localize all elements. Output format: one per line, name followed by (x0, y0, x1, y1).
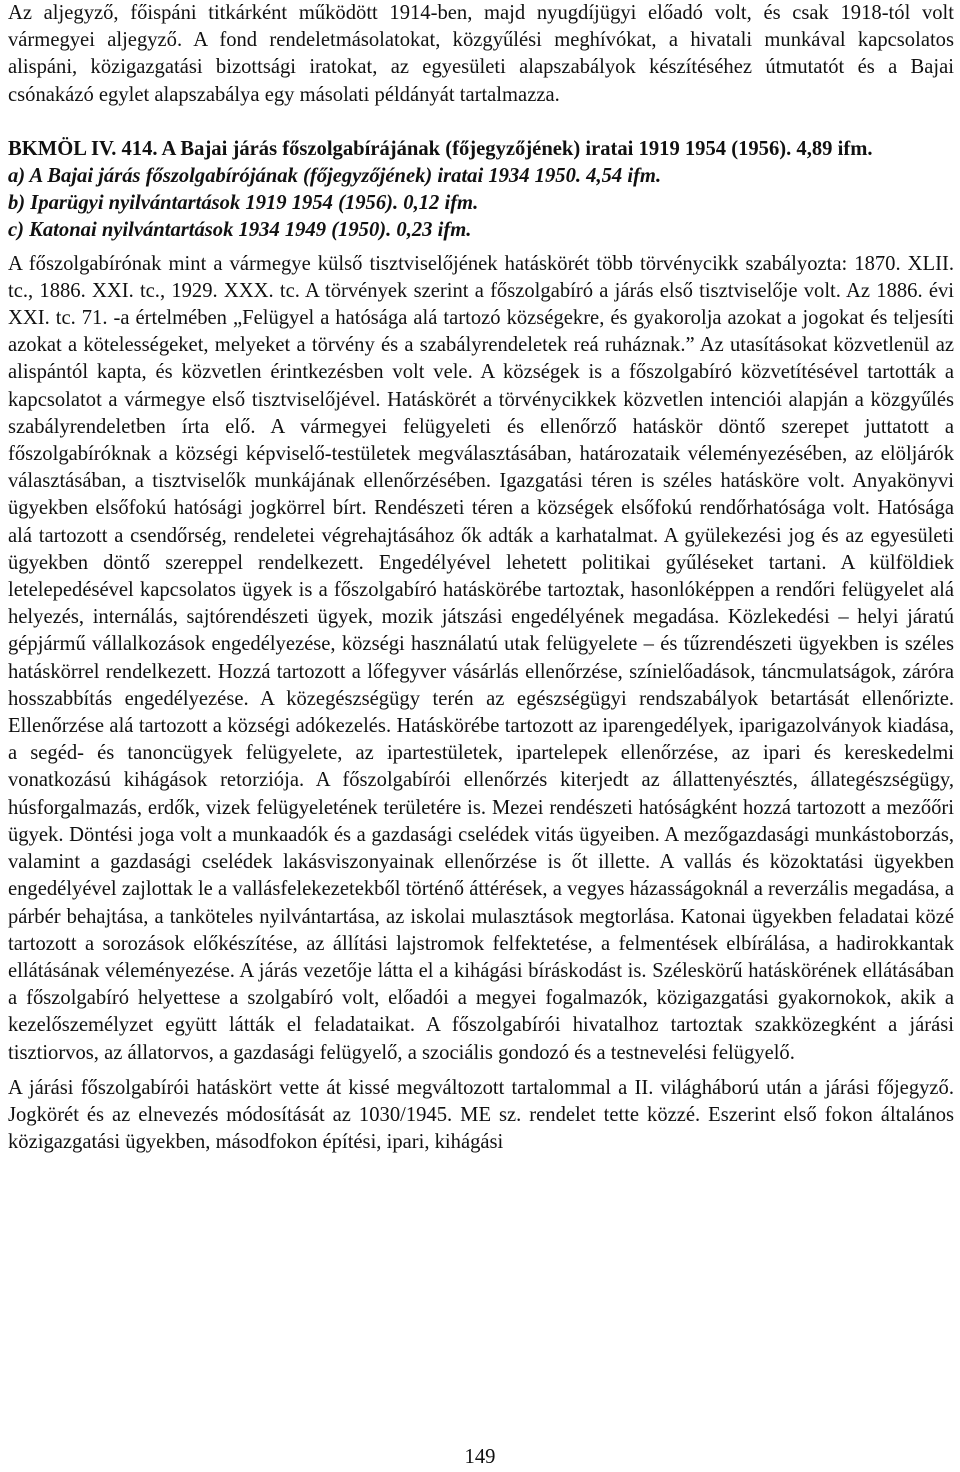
body-paragraph-2: A járási főszolgabírói hatáskört vette át kissé megváltozott tartalommal a II. világháború után a járási főjegyző. Jogkörét és az elnevezés módosítását az 1030/1945. ME sz. rendelet tette közzé. Eszerint első fokon általános közigazgatási ügyekben, másodfokon építési, ipari, kihágási (8, 1076, 954, 1154)
body-paragraph-1: A főszolgabírónak mint a vármegye külső tisztviselőjének hatáskörét több törvénycikk szabályozta: 1870. XLII. tc., 1886. XXI. tc., 1929. XXX. tc. A törvények szerint a főszolgabíró a járás első tisztviselője volt. Az 1886. évi XXI. tc. 71. -a értelmében „Felügyel a hatósága alá tartozó községekre, és gyakorolja azokat a jogokat és teljesíti azokat a kötelességeket, melyeket a törvény és a szabályrendeletek reá ruháznak.” Az utasításokat közvetlenül az alispántól kapta, és közvetlen érintkezésben volt vele. A községek is a főszolgabíró közvetítésével tartották a kapcsolatot a vármegye első tisztviselőjével. Hatáskörét a törvénycikkek közvetlen intenciói alapján a közgyűlés szabályrendeletben írta elő. A vármegyei felügyeleti és ellenőrző hatáskör döntő szerepet juttatott a főszolgabíróknak a községi képviselő-testületek megválasztásában, határozataik véleményezésében, az elöljárók választásában, a tisztviselők munkájának ellenőrzésében. Igazgatási téren is széles hatásköre volt. Anyakönyvi ügyekben elsőfokú hatósági jogkörrel bírt. Rendészeti téren a községek elsőfokú rendőrhatósága volt. Hatósága alá tartozott a csendőrség, rendeletei végrehajtásához ők adták a karhatalmat. A gyülekezési jog és az egyesületi ügyekben döntő szereppel rendelkezett. Engedélyével lehetett politikai gyűléseket tartani. A külföldiek letelepedésével kapcsolatos ügyek is a főszolgabíró hatáskörébe tartoztak, hasonlóképpen a rendőri felügyelet alá helyezés, internálás, sajtórendészeti ügyek, mozik játszási engedélyének megadása. Közlekedési – helyi járatú gépjármű vállalkozások engedélyezése, községi használatú utak felügyelete – és tűzrendészeti ügyekben is széles hatáskörrel rendelkezett. Hozzá tartozott a lőfegyver vásárlás ellenőrzése, színielőadások, táncmulatságok, záróra hosszabbítás engedélyezése. A közegészségügy terén az egészségügyi rendszabályok betartását ellenőrizte. Ellenőrzése alá tartozott a községi adókezelés. Hatáskörébe tartozott az iparengedélyek, iparigazolványok kiadása, a segéd- és tanoncügyek felügyelete, az ipartestületek, ipartelepek ellenőrzése, az ipari és kereskedelmi vonatkozású kihágások retorziója. A főszolgabírói ellenőrzés kiterjedt az állattenyésztés, állategészségügy, húsforgalmazás, erdők, vizek felügyeletének területére is. Mezei rendészeti hatóságként hozzá tartozott a mezőőri ügyek. Döntési joga volt a munkaadók és a gazdasági cselédek vitás ügyeiben. A mezőgazdasági munkástoborzás, valamint a gazdasági cselédek lakásviszonyainak ellenőrzése is őt illette. A vallás és közoktatási ügyekben engedélyével zajlottak le a vallásfelekezetekből történő áttérések, a vegyes házasságoknál a reverzális megadása, a párbér behajtása, a tanköteles nyilvántartása, az iskolai mulasztások megtorlása. Katonai ügyekben feladatai közé tartozott a sorozások előkészítése, az állítási lajstromok felfektetése, a felmentések elbírálása, a hadirokkantak ellátásának véleményezése. A járás vezetője látta el a kihágási bíráskodást is. Széleskörű hatáskörének ellátásában a főszolgabíró helyettese a szolgabíró volt, előadói a megyei fogalmazók, közigazgatási gyakornokok, akik a kezelőszemélyzet együtt látták el feladataikat. A főszolgabírói hivatalhoz tartoztak szakközegként a járási tisztiorvos, az állatorvos, a gazdasági felügyelő, a szociális gondozó és a testnevelési felügyelő. (8, 252, 954, 1064)
document-page (8, 0, 954, 1156)
subfond-b: b) Iparügyi nyilvántartások 1919 1954 (1956). 0,12 ifm. (8, 192, 479, 215)
subfond-c: c) Katonai nyilvántartások 1934 1949 (1950). 0,23 ifm. (8, 219, 472, 242)
page-number: 149 (464, 1446, 496, 1468)
subfond-a: a) A Bajai járás főszolgabírójának (főjegyzőjének) iratai 1934 1950. 4,54 ifm. (8, 165, 662, 188)
fond-heading: BKMÖL IV. 414. A Bajai járás főszolgabírájának (főjegyzőjének) iratai 1919 1954 (1956). 4,89 ifm. (8, 137, 873, 160)
intro-paragraph: Az aljegyző, főispáni titkárként működött 1914-ben, majd nyugdíjügyi előadó volt, és csak 1918-tól volt vármegyei aljegyző. A fond rendeletmásolatokat, közgyűlési meghívókat, a hivatali munkával kapcsolatos alispáni, közigazgatási bizottsági iratokat, az egyesületi alapszabályok készítéséhez útmutatót és a Bajai csónakázó egylet alapszabálya egy másolati példányát tartalmazza. (8, 2, 954, 106)
